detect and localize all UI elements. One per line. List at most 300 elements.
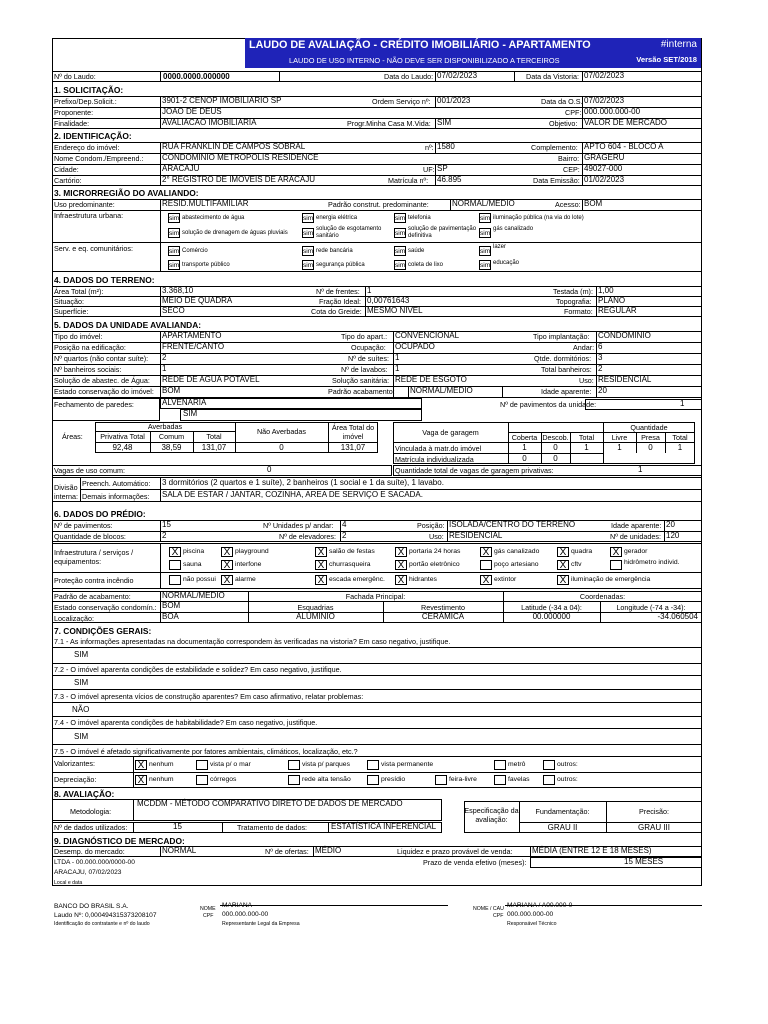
agua-value[interactable]: REDE DE AGUA POTAVEL: [162, 375, 260, 384]
fracao-label: Fração Ideal:: [319, 297, 361, 306]
revestimento-label: Revestimento: [421, 603, 465, 612]
idade-predio-value[interactable]: 20: [666, 520, 675, 529]
infra-opt-2: energia elétrica: [316, 215, 358, 221]
cota-value[interactable]: MESMO NIVEL: [367, 306, 423, 315]
precisao-value[interactable]: GRAU III: [637, 823, 670, 832]
val-check-2[interactable]: [196, 760, 208, 770]
data-laudo-label: Data do Laudo:: [384, 72, 434, 81]
vinc-total2[interactable]: 1: [677, 443, 683, 452]
un-andar-value[interactable]: 4: [342, 520, 347, 529]
vagas-comum-label: Vagas de uso comum:: [54, 466, 125, 475]
quartos-value[interactable]: 2: [162, 353, 167, 362]
cep-label: CEP:: [563, 165, 580, 174]
desempenho-label: Desemp. do mercado:: [54, 847, 125, 856]
longitude-value[interactable]: -34.060504: [657, 612, 698, 621]
vinc-presa[interactable]: 0: [648, 443, 653, 452]
serv-check-2[interactable]: sim: [303, 248, 314, 255]
s3-vline: [160, 199, 161, 272]
identificacao-label: Identificação do contratante e nº do laudo: [54, 921, 150, 927]
privativa-value[interactable]: 92,48: [112, 443, 133, 452]
nao-averbadas-label: Não Averbadas: [256, 427, 307, 436]
dep-check-7[interactable]: [543, 775, 555, 785]
prog-sep: [435, 118, 436, 129]
total-area-label: Total: [206, 432, 222, 441]
serv-check-3[interactable]: sim: [395, 248, 406, 255]
fechamento-box2: [180, 409, 422, 421]
s6-infra-h: [52, 572, 702, 573]
objetivo-value[interactable]: VALOR DE MERCADO: [584, 118, 667, 127]
a74-value[interactable]: SIM: [74, 732, 89, 741]
ocupacao-value[interactable]: OCUPADO: [395, 342, 435, 351]
infra-opt-1: abastecimento de água: [182, 215, 245, 221]
preench-value[interactable]: 3 dormitórios (2 quartos e 1 suíte), 2 banheiros (1 social e 1 da suíte), 1 lavabo.: [162, 478, 444, 487]
laudo-number: Laudo Nº: 0,0004943153732081​07: [54, 912, 157, 919]
bairro-label: Bairro:: [558, 154, 580, 163]
areas-label: Áreas:: [62, 432, 83, 441]
representante-label: Representante Legal da Empresa: [222, 921, 300, 927]
latitude-value[interactable]: 00.000000: [532, 612, 571, 621]
nome-value[interactable]: MARIANA: [222, 902, 253, 909]
posicao-label: Posição na edificação:: [54, 343, 126, 352]
area-total-imovel-label: Área Total do imóvel: [331, 423, 375, 441]
data-os-label: Data da O.S.: [541, 97, 583, 106]
condominio-label: Nome Condom./Empreend.:: [54, 154, 144, 163]
equip-check-14[interactable]: [610, 560, 622, 570]
s6-v4: [664, 520, 665, 542]
blocos-label: Quantidade de blocos:: [54, 532, 126, 541]
padrao-predio-value[interactable]: NORMAL/MEDIO: [162, 591, 225, 600]
esquadrias-value[interactable]: ALUMINIO: [296, 612, 335, 621]
a75-h: [52, 772, 702, 773]
idade-value[interactable]: 20: [598, 386, 607, 395]
estado-value[interactable]: BOM: [162, 386, 181, 395]
uso-predio-value[interactable]: RESIDENCIAL: [449, 531, 503, 540]
banheiros-label: Nº banheiros sociais:: [54, 365, 122, 374]
situacao-value[interactable]: MEIO DE QUADRA: [162, 296, 233, 305]
finalidade-value[interactable]: AVALIACAO IMOBILIARIA: [162, 118, 257, 127]
unidades-label: Nº de unidades:: [610, 532, 661, 541]
lavabos-value[interactable]: 1: [395, 364, 400, 373]
s4-v2: [365, 286, 366, 317]
padrao-pred-label: Padrão construt. predominante:: [328, 200, 429, 209]
dep-opt-1: nenhum: [149, 776, 174, 783]
frentes-label: Nº de frentes:: [316, 287, 360, 296]
fechamento-value2[interactable]: SIM: [183, 409, 198, 418]
superficie-label: Superfície:: [54, 307, 89, 316]
infra-check-7[interactable]: sim: [395, 230, 406, 237]
fracao-value[interactable]: 0,00761643: [367, 296, 410, 305]
topografia-value[interactable]: PLANO: [598, 296, 626, 305]
equip-check-5[interactable]: X: [480, 547, 492, 557]
elevadores-label: Nº de elevadores:: [279, 532, 336, 541]
val-opt-1: nenhum: [149, 761, 174, 768]
q72: 7.2 - O imóvel aparenta condições de estabilidade e solidez? Em caso negativo, justifique.: [54, 665, 342, 674]
estado-predio-value[interactable]: BOM: [162, 601, 181, 610]
nome-label: NOME: [200, 906, 216, 912]
infra-opt-4: iluminação pública (na via do lote): [493, 215, 584, 221]
idade-predio-label: Idade aparente:: [611, 521, 662, 530]
serv-check-4[interactable]: sim: [480, 248, 491, 255]
dados-v3: [328, 822, 329, 833]
serv-opt-6: segurança pública: [316, 262, 365, 268]
sanitaria-label: Solução sanitária:: [332, 376, 390, 385]
vinc-coberta[interactable]: 1: [522, 443, 527, 452]
s6-f-v1: [160, 591, 161, 623]
dep-check-4[interactable]: [367, 775, 379, 785]
emissao-label: Data Emissão:: [533, 176, 580, 185]
section-4-title: 4. DADOS DO TERRENO:: [54, 275, 155, 285]
tipo-apart-label: Tipo do apart.:: [341, 332, 388, 341]
s5-v1: [160, 331, 161, 398]
quartos-label: Nº quartos (não contar suíte):: [54, 354, 149, 363]
prog-label: Progr.Minha Casa M.Vida:: [347, 119, 431, 128]
demais-value[interactable]: SALA DE ESTAR / JANTAR, COZINHA, AREA DE SERVIÇO E SACADA.: [162, 490, 423, 499]
section-7-title: 7. CONDIÇÕES GERAIS:: [54, 626, 152, 636]
tratamento-label: Tratamento de dados:: [237, 823, 308, 832]
serv-check-5[interactable]: sim: [169, 262, 180, 269]
section-1-title: 1. SOLICITAÇÃO:: [54, 85, 124, 95]
metodologia-label: Metodologia:: [70, 807, 112, 816]
incendio-check-4[interactable]: X: [395, 575, 407, 585]
areas-h2: [95, 442, 378, 443]
s9-v1: [160, 846, 161, 857]
dormitorios-value[interactable]: 3: [598, 353, 603, 362]
serv-opt-1: Comércio: [182, 248, 208, 254]
equip-opt-4: portaria 24 horas: [409, 548, 461, 555]
endereco-value[interactable]: RUA FRANKLIN DE CAMPOS SOBRAL: [162, 142, 306, 151]
infra-opt-7: solução de pavimentação definitiva: [408, 226, 477, 239]
serv-check-6[interactable]: sim: [303, 262, 314, 269]
implantacao-value[interactable]: CONDOMINIO: [598, 331, 651, 340]
incendio-opt-4: hidrantes: [409, 576, 437, 583]
os-value[interactable]: 001/2023: [437, 96, 471, 105]
andar-value[interactable]: 6: [598, 342, 603, 351]
val-check-3[interactable]: [288, 760, 300, 770]
total-vagas-label: Quantidade total de vagas de garagem privativas:: [395, 466, 554, 475]
vagas-comum-value[interactable]: 0: [267, 465, 272, 474]
header-version: Versão SET/2018: [636, 55, 697, 64]
equip-check-11[interactable]: X: [395, 560, 407, 570]
proponente-value[interactable]: JOAO DE DEUS: [162, 107, 222, 116]
s3-line2: [52, 242, 702, 243]
local-data-value[interactable]: ARACAJU, 07/02/2023: [54, 869, 122, 876]
nao-averbadas-value[interactable]: 0: [279, 443, 284, 452]
padrao-acab-value[interactable]: NORMAL/MEDIO: [410, 386, 473, 395]
equip-check-7[interactable]: X: [610, 547, 622, 557]
dep-check-3[interactable]: [288, 775, 300, 785]
descob-label: Descob.: [542, 433, 569, 442]
dep-check-6[interactable]: [494, 775, 506, 785]
laudo-value[interactable]: 0000.0000.000000: [163, 72, 230, 81]
serv-opt-3: saúde: [408, 248, 425, 254]
especificacao-label: Especificação da avaliação:: [464, 806, 519, 824]
vaga-total-label: Total: [578, 433, 595, 442]
data-os-value[interactable]: 07/02/2023: [584, 96, 625, 105]
incendio-check-5[interactable]: X: [480, 575, 492, 585]
indiv-coberta[interactable]: 0: [522, 454, 527, 463]
posicao-value[interactable]: FRENTE/CANTO: [162, 342, 225, 351]
acesso-value[interactable]: BOM: [584, 199, 603, 208]
elevadores-value[interactable]: 2: [342, 531, 347, 540]
dep-opt-7: outros:: [557, 776, 578, 783]
uso-predio-label: Uso:: [429, 532, 444, 541]
preench-label: Preench. Automático:: [82, 479, 151, 488]
coberta-label: Coberta: [511, 433, 538, 442]
tratamento-value[interactable]: ESTATÍSTICA INFERENCIAL: [331, 822, 437, 831]
equip-opt-9: interfone: [235, 561, 262, 568]
cpf-value[interactable]: 000.000.000-00: [584, 107, 641, 116]
dados-v2: [222, 822, 223, 833]
cpf-footer-value[interactable]: 000.000.000-00: [222, 911, 269, 918]
dep-check-2[interactable]: [196, 775, 208, 785]
padrao-pred-value[interactable]: NORMAL/MEDIO: [452, 199, 515, 208]
un-andar-label: Nº Unidades p/ andar:: [263, 521, 334, 530]
fundamentacao-value[interactable]: GRAU II: [547, 823, 578, 832]
prefixo-label: Prefixo/Dep.Solicit.:: [54, 97, 117, 106]
equip-check-8[interactable]: [169, 560, 181, 570]
complemento-value[interactable]: APTO 604 - BLOCO A: [584, 142, 664, 151]
estado-predio-label: Estado conservação condomín.:: [54, 603, 157, 612]
liquidez-label: Liquidez e prazo provável de venda:: [397, 847, 513, 856]
uso-pred-value[interactable]: RESID.MULTIFAMILIAR: [162, 199, 249, 208]
incendio-opt-1: não possui: [183, 576, 216, 583]
infra-check-5[interactable]: sim: [169, 230, 180, 237]
privativa-label: Privativa Total: [100, 432, 145, 441]
val-opt-5: metrô: [508, 761, 526, 768]
pav-unidade-label: Nº de pavimentos da unidade:: [500, 400, 597, 409]
val-check-1[interactable]: X: [135, 760, 147, 770]
serv-check-8[interactable]: sim: [480, 262, 491, 269]
bairro-value[interactable]: GRAGERU: [584, 153, 625, 162]
infra-check-4[interactable]: sim: [480, 215, 491, 222]
longitude-label: Longitude (-74 a -34):: [616, 603, 686, 612]
condominio-value[interactable]: CONDOMINIO METROPOLIS RESIDENCE: [162, 153, 319, 162]
divisao-v: [80, 477, 81, 502]
averbadas-label: Averbadas: [147, 422, 183, 431]
s6-f-h1: [52, 601, 702, 602]
uf-value[interactable]: SP: [437, 164, 448, 173]
s2-vline2: [582, 142, 583, 186]
equip-check-4[interactable]: X: [395, 547, 407, 557]
incendio-opt-3: escada emergênc.: [329, 576, 385, 583]
s6-v3: [447, 520, 448, 542]
vinc-descob[interactable]: 0: [553, 443, 558, 452]
precisao-label: Precisão:: [639, 807, 669, 816]
header-subtitle: LAUDO DE USO INTERNO - NÃO DEVE SER DISPONIBILIZADO A TERCEIROS: [289, 56, 560, 65]
incendio-check-3[interactable]: X: [315, 575, 327, 585]
comum-label: Comum: [158, 432, 185, 441]
tipo-imovel-value[interactable]: APARTAMENTO: [162, 331, 222, 340]
desempenho-value[interactable]: NORMAL: [162, 846, 197, 855]
laudo-label: Nº do Laudo:: [54, 72, 96, 81]
pavimentos-label: Nº de pavimentos:: [54, 521, 113, 530]
incendio-opt-6: iluminação de emergência: [571, 576, 651, 583]
a71-value[interactable]: SIM: [74, 650, 89, 659]
total-banheiros-value[interactable]: 2: [598, 364, 603, 373]
testada-label: Testada (m):: [553, 287, 593, 296]
prefixo-value[interactable]: 3901-2 CENOP IMOBILIARIO SP: [162, 96, 282, 105]
area-total-label: Área Total (m²):: [54, 287, 104, 296]
s1-vline: [160, 96, 161, 129]
os-sep: [435, 96, 436, 107]
uso-unidade-label: Uso:: [579, 376, 594, 385]
s5-v3: [596, 331, 597, 398]
area-total-imovel-value[interactable]: 131,07: [340, 443, 366, 452]
posicao-predio-label: Posição:: [417, 521, 445, 530]
uf-label: UF:: [423, 165, 435, 174]
cpf2-value[interactable]: 000.000.000-00: [507, 911, 554, 918]
pav-unidade-value[interactable]: 1: [680, 399, 685, 408]
espec-h: [519, 822, 702, 823]
infra-check-1[interactable]: sim: [169, 215, 180, 222]
equip-check-13[interactable]: X: [557, 560, 569, 570]
lavabos-label: Nº de lavabos:: [341, 365, 388, 374]
sig-line-1: [220, 905, 448, 906]
infra-check-8[interactable]: sim: [480, 230, 491, 237]
emissao-value[interactable]: 01/02/2023: [584, 175, 625, 184]
superficie-value[interactable]: SECO: [162, 306, 185, 315]
testada-value[interactable]: 1,00: [598, 286, 614, 295]
serv-check-7[interactable]: sim: [395, 262, 406, 269]
tipo-imovel-label: Tipo do imóvel:: [54, 332, 103, 341]
incendio-check-2[interactable]: X: [221, 575, 233, 585]
vinc-total[interactable]: 1: [584, 443, 589, 452]
dep-check-5[interactable]: [435, 775, 447, 785]
padrao-acab-label: Padrão acabamento:: [328, 387, 395, 396]
equip-check-2[interactable]: X: [221, 547, 233, 557]
dormitorios-label: Qtde. dormitórios:: [534, 354, 592, 363]
equip-check-6[interactable]: X: [557, 547, 569, 557]
formato-label: Formato:: [564, 307, 593, 316]
indiv-descob[interactable]: 0: [553, 454, 558, 463]
dep-check-1[interactable]: X: [135, 775, 147, 785]
endereco-label: Endereço do imóvel:: [54, 143, 120, 152]
ofertas-value[interactable]: MÉDIO: [315, 846, 342, 855]
equip-check-12[interactable]: [480, 560, 492, 570]
dados-value[interactable]: 15: [173, 822, 182, 831]
fechamento-value[interactable]: ALVENARIA: [162, 398, 207, 407]
data-vistoria-value[interactable]: 07/02/2023: [584, 71, 625, 80]
matricula-value[interactable]: 46.895: [437, 175, 462, 184]
data-laudo-value[interactable]: 07/02/2023: [437, 71, 478, 80]
sanitaria-value[interactable]: REDE DE ESGOTO: [395, 375, 467, 384]
val-check-5[interactable]: [494, 760, 506, 770]
incendio-check-1[interactable]: [169, 575, 181, 585]
a73-value[interactable]: NÃO: [72, 705, 90, 714]
equip-opt-14: hidrômetro individ.: [624, 559, 680, 566]
complemento-label: Complemento:: [531, 143, 578, 152]
localizacao-value[interactable]: BOA: [162, 612, 179, 621]
section-3-title: 3. MICRORREGIÃO DO AVALIANDO:: [54, 188, 199, 198]
cep-value[interactable]: 49027-000: [584, 164, 623, 173]
total-banheiros-label: Total banheiros:: [541, 365, 592, 374]
unidades-value[interactable]: 120: [666, 531, 680, 540]
numero-label: nº:: [425, 143, 434, 152]
liquidez-value[interactable]: MÉDIA (ENTRE 12 E 18 MESES): [532, 846, 652, 855]
header-tag: #interna: [660, 39, 697, 50]
metodologia-value[interactable]: MCDDM - MÉTODO COMPARATIVO DIRETO DE DADOS DE MERCADO: [137, 799, 403, 808]
banheiros-value[interactable]: 1: [162, 364, 167, 373]
equip-opt-11: portão eletrônico: [409, 561, 460, 568]
equipamentos-label: Infraestrutura / serviços / equipamentos:: [54, 548, 134, 566]
a73-box: [52, 702, 702, 717]
val-opt-4: vista permanente: [381, 761, 434, 768]
frentes-value[interactable]: 1: [367, 286, 372, 295]
matricula-label: Matrícula nº:: [388, 176, 429, 185]
infra-opt-6: solução de esgotamento sanitário: [316, 226, 382, 239]
posicao-predio-value[interactable]: ISOLADA/CENTRO DO TERRENO: [449, 520, 576, 529]
pavimentos-value[interactable]: 15: [162, 520, 171, 529]
situacao-label: Situação:: [54, 297, 84, 306]
numero-value[interactable]: 1580: [437, 142, 455, 151]
nome-cau-value[interactable]: MARIANA / A00.000-0: [507, 902, 573, 909]
infra-check-3[interactable]: sim: [395, 215, 406, 222]
ocupacao-label: Ocupação:: [351, 343, 386, 352]
q75: 7.5 - O imóvel é afetado significativamente por fatores ambientais, climáticos, localização, etc.?: [54, 747, 358, 756]
serv-check-1[interactable]: sim: [169, 248, 180, 255]
prog-value[interactable]: SIM: [437, 118, 452, 127]
tipo-apart-value[interactable]: CONVENCIONAL: [395, 331, 460, 340]
estado-label: Estado conservação do imóvel:: [54, 387, 154, 396]
cartorio-label: Cartório:: [54, 176, 82, 185]
equip-opt-7: gerador: [624, 548, 648, 555]
incendio-label: Proteção contra incêndio: [54, 576, 134, 585]
serv-comunitarios-label: Serv. e eq. comunitários:: [54, 244, 133, 253]
infra-check-2[interactable]: sim: [303, 215, 314, 222]
depreciacao-label: Depreciação:: [54, 775, 97, 784]
padrao-sep: [450, 199, 451, 210]
equip-check-9[interactable]: X: [221, 560, 233, 570]
equip-check-10[interactable]: X: [315, 560, 327, 570]
equip-check-3[interactable]: X: [315, 547, 327, 557]
revestimento-value[interactable]: CERÂMICA: [421, 612, 465, 621]
vinc-livre[interactable]: 1: [617, 443, 622, 452]
met-v: [133, 799, 134, 821]
a72-box: [52, 675, 702, 690]
val-opt-6: outros:: [557, 761, 578, 768]
cidade-value[interactable]: ARACAJU: [162, 164, 200, 173]
idade-label: Idade aparente:: [541, 387, 592, 396]
uso-unidade-value[interactable]: RESIDENCIAL: [598, 375, 652, 384]
prazo-value[interactable]: 15 MESES: [624, 857, 664, 866]
data-vistoria-label: Data da Vistoria:: [526, 72, 580, 81]
section-5-title: 5. DADOS DA UNIDADE AVALIANDA:: [54, 320, 202, 330]
cpf-footer-label: CPF: [203, 913, 214, 919]
val-check-6[interactable]: [543, 760, 555, 770]
comum-value[interactable]: 38,59: [161, 443, 182, 452]
formato-value[interactable]: REGULAR: [598, 306, 637, 315]
cpf2-label: CPF: [493, 913, 504, 919]
infra-check-6[interactable]: sim: [303, 230, 314, 237]
dep-opt-4: presídio: [381, 776, 406, 783]
incendio-check-6[interactable]: X: [557, 575, 569, 585]
equip-check-1[interactable]: X: [169, 547, 181, 557]
equip-opt-8: sauna: [183, 561, 202, 568]
blocos-value[interactable]: 2: [162, 531, 167, 540]
suites-value[interactable]: 1: [395, 353, 400, 362]
a72-value[interactable]: SIM: [74, 678, 89, 687]
area-total-value[interactable]: 3.368,10: [162, 286, 194, 295]
gar-h3: [393, 453, 603, 454]
agua-label: Solução de abastec. de Água:: [54, 376, 150, 385]
cartorio-value[interactable]: 2° REGISTRO DE IMOVEIS DE ARACAJU: [162, 175, 316, 184]
s2-vline: [160, 142, 161, 186]
val-check-4[interactable]: [367, 760, 379, 770]
ltda-text: LTDA - 00.000.000/0000-00: [54, 859, 135, 866]
total-area-value[interactable]: 131,07: [201, 443, 227, 452]
s6-v1: [160, 520, 161, 542]
total-vagas-value[interactable]: 1: [638, 465, 643, 474]
